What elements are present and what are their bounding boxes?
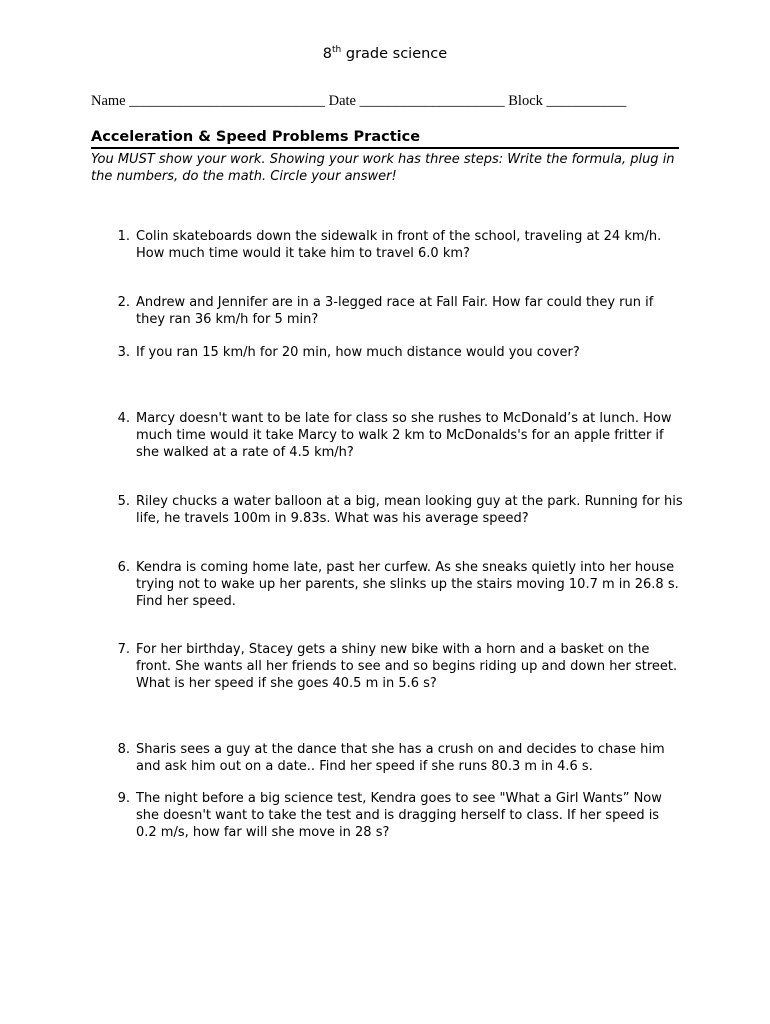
problem-item: [108, 641, 683, 692]
problem-item: [108, 741, 683, 775]
problem-item: [108, 493, 683, 527]
instructions: You MUST show your work. Showing your work has three steps: Write the formula, plug in the numbers, do the math. Circle your answer!: [91, 152, 675, 184]
problem-text: Andrew and Jennifer are in a 3-legged race at Fall Fair. How far could they run if they ran 36 km/h for 5 min?: [136, 295, 654, 327]
problem-text: Colin skateboards down the sidewalk in front of the school, traveling at 24 km/h. How much time would it take him to travel 6.0 km?: [136, 229, 662, 261]
student-info-line: Name ___________________________ Date ____________________ Block ___________: [91, 93, 627, 109]
problem-item: [108, 294, 683, 328]
problem-number: 8.: [117, 742, 130, 757]
problem-number: 1.: [117, 229, 130, 244]
problem-text: Sharis sees a guy at the dance that she has a crush on and decides to chase him and ask him out on a date.. Find her speed if she runs 80.3 m in 4.6 s.: [136, 742, 665, 774]
problem-number: 2.: [117, 295, 130, 310]
page-header: [0, 46, 770, 62]
section-title: Acceleration & Speed Problems Practice: [91, 129, 679, 149]
problem-item: [108, 410, 683, 461]
problem-item: [108, 228, 683, 262]
problem-item: [108, 344, 683, 361]
problem-number: 7.: [117, 642, 130, 657]
problem-number: 3.: [117, 345, 130, 360]
header-subject: grade science: [341, 46, 448, 62]
problem-number: 4.: [117, 411, 130, 426]
problem-text: The night before a big science test, Kendra goes to see "What a Girl Wants” Now she doesn't want to take the test and is dragging herself to class. If her speed is 0.2 m/s, how far will she move in 28 s?: [136, 791, 662, 840]
problem-number: 9.: [117, 791, 130, 806]
problem-number: 6.: [117, 560, 130, 575]
grade-suffix: th: [332, 45, 342, 56]
problem-number: 5.: [117, 494, 130, 509]
problem-text: If you ran 15 km/h for 20 min, how much distance would you cover?: [136, 345, 580, 360]
problem-item: [108, 559, 683, 610]
grade-number: 8: [322, 46, 333, 62]
problem-text: For her birthday, Stacey gets a shiny new bike with a horn and a basket on the front. She wants all her friends to see and so begins riding up and down her street. What is her speed if she goes 40.5 m in 5.6 s?: [136, 642, 678, 691]
problem-text: Marcy doesn't want to be late for class so she rushes to McDonald’s at lunch. How much time would it take Marcy to walk 2 km to McDonalds's for an apple fritter if she walked at a rate of 4.5 km/h?: [136, 411, 672, 460]
problem-text: Kendra is coming home late, past her curfew. As she sneaks quietly into her house trying not to wake up her parents, she slinks up the stairs moving 10.7 m in 26.8 s. Find her speed.: [136, 560, 679, 609]
problem-item: [108, 790, 683, 841]
problem-text: Riley chucks a water balloon at a big, mean looking guy at the park. Running for his life, he travels 100m in 9.83s. What was his average speed?: [136, 494, 683, 526]
